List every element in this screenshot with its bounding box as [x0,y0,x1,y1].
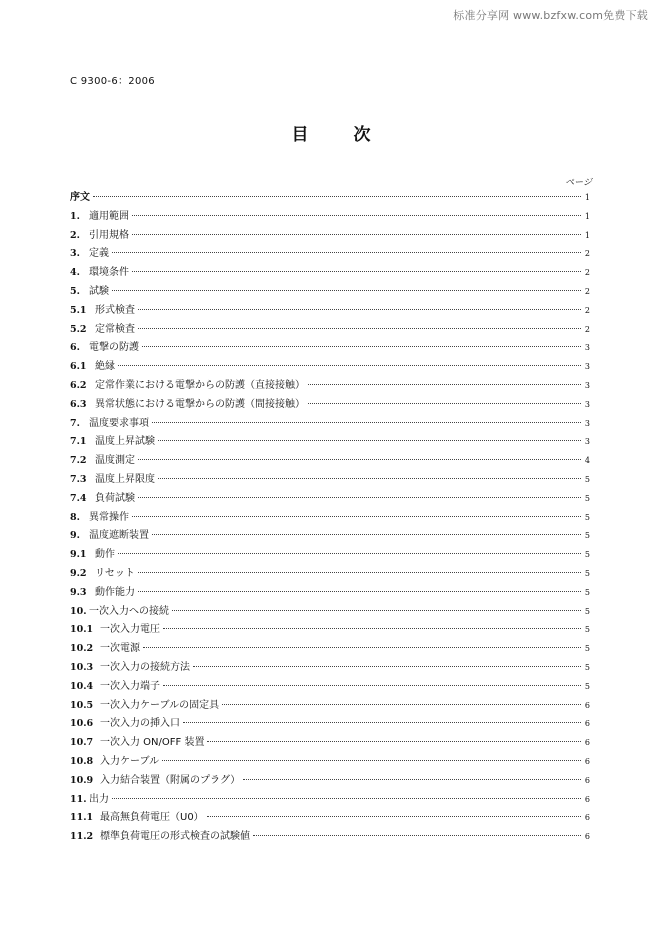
toc-entry-page: 5 [584,625,590,635]
toc-dot-leader [163,685,581,686]
toc-entry[interactable] [70,320,590,339]
toc-entry-title: 形式検査 [95,304,135,316]
table-of-contents [70,188,590,846]
toc-dot-leader [112,290,581,291]
toc-entry[interactable] [70,545,590,564]
toc-entry-page: 5 [584,568,590,578]
toc-entry[interactable] [70,207,590,226]
toc-entry-title: 温度上昇試験 [95,436,155,448]
toc-dot-leader [207,741,581,742]
toc-dot-leader [93,196,581,197]
toc-dot-leader [158,440,581,441]
toc-dot-leader [132,271,581,272]
toc-entry[interactable] [70,226,590,245]
toc-entry-title: 負荷試験 [95,492,135,504]
toc-entry[interactable] [70,790,590,809]
toc-entry-number: 4. [70,267,80,279]
toc-entry-number: 10. [70,605,87,617]
toc-entry-page: 3 [584,362,590,372]
toc-entry-page: 5 [584,681,590,691]
toc-entry-title: 試験 [89,285,109,297]
toc-entry-number: 5.1 [70,304,87,316]
toc-entry[interactable] [70,451,590,470]
toc-entry-number: 11. [70,793,87,805]
toc-entry-title: 一次入力ケーブルの固定具 [100,699,220,711]
toc-entry[interactable] [70,301,590,320]
toc-entry-page: 3 [584,343,590,353]
document-code: C 9300-6：2006 [70,76,155,87]
toc-entry-title: 定常検査 [95,323,135,335]
toc-entry-number: 7.3 [70,473,87,485]
toc-entry-page: 5 [584,531,590,541]
toc-entry-number: 7. [70,417,80,429]
toc-entry-number: 8. [70,511,80,523]
toc-entry[interactable] [70,752,590,771]
toc-entry[interactable] [70,188,590,207]
toc-entry-title: 動作 [95,549,115,561]
toc-entry[interactable] [70,639,590,658]
toc-dot-leader [158,478,581,479]
toc-entry-page: 5 [584,550,590,560]
toc-entry-title: 定義 [89,248,109,260]
toc-entry-number: 6.3 [70,398,87,410]
toc-entry-number: 2. [70,229,80,241]
toc-dot-leader [162,760,581,761]
toc-entry[interactable] [70,696,590,715]
toc-entry-page: 5 [584,644,590,654]
toc-dot-leader [112,798,581,799]
toc-dot-leader [132,234,581,235]
toc-entry-number: 10.5 [70,699,94,711]
toc-entry[interactable] [70,357,590,376]
toc-entry-title: 一次入力の挿入口 [100,718,180,730]
toc-entry-number: 10.8 [70,755,94,767]
toc-entry-page: 6 [584,719,590,729]
toc-entry-number: 10.9 [70,774,94,786]
toc-entry-page: 1 [584,193,590,202]
toc-entry-page: 6 [584,700,590,710]
toc-entry-page: 5 [584,493,590,503]
toc-entry[interactable] [70,526,590,545]
toc-dot-leader [138,591,581,592]
toc-dot-leader [183,722,581,723]
toc-entry-number: 6. [70,342,80,354]
page-title: 目 次 [291,125,385,145]
toc-entry-title: 一次入力への接続 [89,605,169,617]
toc-entry[interactable] [70,583,590,602]
toc-entry-page: 2 [584,286,590,296]
toc-entry-title: 温度上昇限度 [95,473,155,485]
toc-entry[interactable] [70,508,590,527]
toc-entry-page: 5 [584,474,590,484]
toc-entry-number: 6.1 [70,361,87,373]
toc-dot-leader [152,422,581,423]
toc-entry[interactable] [70,733,590,752]
toc-entry-title: 一次入力 ON/OFF 装置 [100,737,205,749]
toc-dot-leader [143,647,581,648]
toc-entry[interactable] [70,564,590,583]
toc-entry-page: 5 [584,587,590,597]
toc-entry-number: 3. [70,248,80,260]
toc-entry[interactable] [70,338,590,357]
toc-entry-page: 6 [584,738,590,748]
toc-entry-number: 7.1 [70,436,87,448]
toc-entry-title: 環境条件 [89,267,129,279]
toc-entry-page: 3 [584,399,590,409]
toc-entry-title: 適用範囲 [89,210,129,222]
toc-dot-leader [112,252,581,253]
toc-entry-title: 出力 [89,793,109,805]
toc-dot-leader [163,628,581,629]
toc-entry-page: 2 [584,268,590,278]
toc-entry[interactable] [70,244,590,263]
toc-entry-number: 9. [70,530,80,542]
toc-entry-title: 温度測定 [95,455,135,467]
toc-entry-title: 一次入力の接続方法 [100,661,190,673]
toc-entry-title: 引用規格 [89,229,129,241]
toc-entry[interactable] [70,282,590,301]
toc-dot-leader [142,346,581,347]
toc-entry[interactable] [70,771,590,790]
toc-entry-title: 動作能力 [95,586,135,598]
toc-dot-leader [308,403,581,404]
toc-entry-page: 6 [584,813,590,823]
toc-entry-page: 6 [584,794,590,804]
toc-entry-title: 標準負荷電圧の形式検査の試験値 [100,831,250,843]
toc-entry[interactable] [70,677,590,696]
toc-entry[interactable] [70,470,590,489]
toc-entry-number: 5.2 [70,323,87,335]
toc-entry[interactable] [70,602,590,621]
toc-entry-title: 温度要求事項 [89,417,149,429]
toc-entry-page: 1 [584,211,590,221]
toc-entry-number: 9.3 [70,586,87,598]
toc-entry-page: 2 [584,324,590,334]
toc-entry[interactable] [70,432,590,451]
toc-entry-page: 1 [584,230,590,240]
toc-entry-title: 絶縁 [95,361,115,373]
toc-entry-number: 10.2 [70,643,94,655]
toc-entry-title: 入力結合装置（附属のプラグ） [100,774,241,786]
page-column-label: ページ [565,178,592,188]
toc-entry-page: 6 [584,775,590,785]
toc-entry[interactable] [70,414,590,433]
toc-entry-page: 5 [584,662,590,672]
toc-entry-number: 5. [70,285,80,297]
toc-dot-leader [152,534,581,535]
toc-entry-title: 一次入力電圧 [100,624,160,636]
toc-entry-page: 2 [584,249,590,259]
toc-dot-leader [193,666,581,667]
toc-entry-page: 6 [584,756,590,766]
toc-entry-title: 電撃の防護 [89,342,139,354]
toc-dot-leader [222,704,581,705]
toc-entry-title: 温度遮断装置 [89,530,149,542]
toc-dot-leader [308,384,581,385]
toc-dot-leader [138,459,581,460]
toc-entry[interactable] [70,489,590,508]
toc-entry-number: 11.2 [70,831,94,843]
toc-entry-number: 7.2 [70,455,87,467]
toc-entry-page: 3 [584,418,590,428]
toc-dot-leader [132,215,581,216]
toc-dot-leader [207,816,581,817]
toc-dot-leader [253,835,581,836]
toc-entry-page: 5 [584,512,590,522]
toc-dot-leader [132,516,581,517]
toc-entry-page: 2 [584,305,590,315]
toc-dot-leader [138,328,581,329]
toc-entry-number: 9.1 [70,549,87,561]
toc-entry[interactable] [70,658,590,677]
toc-entry-number: 7.4 [70,492,87,504]
toc-dot-leader [138,572,581,573]
watermark: 标准分享网 www.bzfxw.com免费下载 [453,9,648,22]
toc-entry[interactable] [70,263,590,282]
toc-entry-title: 入力ケーブル [100,755,160,767]
toc-entry-page: 4 [584,456,590,466]
toc-entry-number: 6.2 [70,379,87,391]
toc-entry-title: 定常作業における電撃からの防護（直接接触） [95,379,305,391]
toc-entry-page: 6 [584,832,590,842]
toc-entry[interactable] [70,827,590,846]
toc-entry[interactable] [70,808,590,827]
toc-dot-leader [118,365,581,366]
toc-entry-number: 10.1 [70,624,94,636]
toc-entry[interactable] [70,714,590,733]
toc-dot-leader [118,553,581,554]
toc-entry-page: 3 [584,380,590,390]
toc-entry-number: 11.1 [70,812,94,824]
toc-entry-page: 3 [584,437,590,447]
toc-entry-title: 異常状態における電撃からの防護（間接接触） [95,398,305,410]
toc-entry-number: 10.4 [70,680,94,692]
toc-entry-number: 9.2 [70,567,87,579]
toc-entry[interactable] [70,376,590,395]
toc-entry[interactable] [70,620,590,639]
toc-entry-number: 1. [70,210,80,222]
toc-entry-title: 序文 [70,192,90,203]
toc-entry-title: 最高無負荷電圧（U0） [100,812,204,824]
toc-entry-number: 10.7 [70,737,94,749]
toc-entry-number: 10.6 [70,718,94,730]
toc-entry-number: 10.3 [70,661,94,673]
toc-entry-page: 5 [584,606,590,616]
toc-entry-title: リセット [95,567,135,579]
toc-dot-leader [138,497,581,498]
toc-entry-title: 異常操作 [89,511,129,523]
toc-entry[interactable] [70,395,590,414]
toc-dot-leader [138,309,581,310]
toc-entry-title: 一次電源 [100,643,140,655]
toc-entry-title: 一次入力端子 [100,680,160,692]
toc-dot-leader [243,779,581,780]
toc-dot-leader [172,610,581,611]
